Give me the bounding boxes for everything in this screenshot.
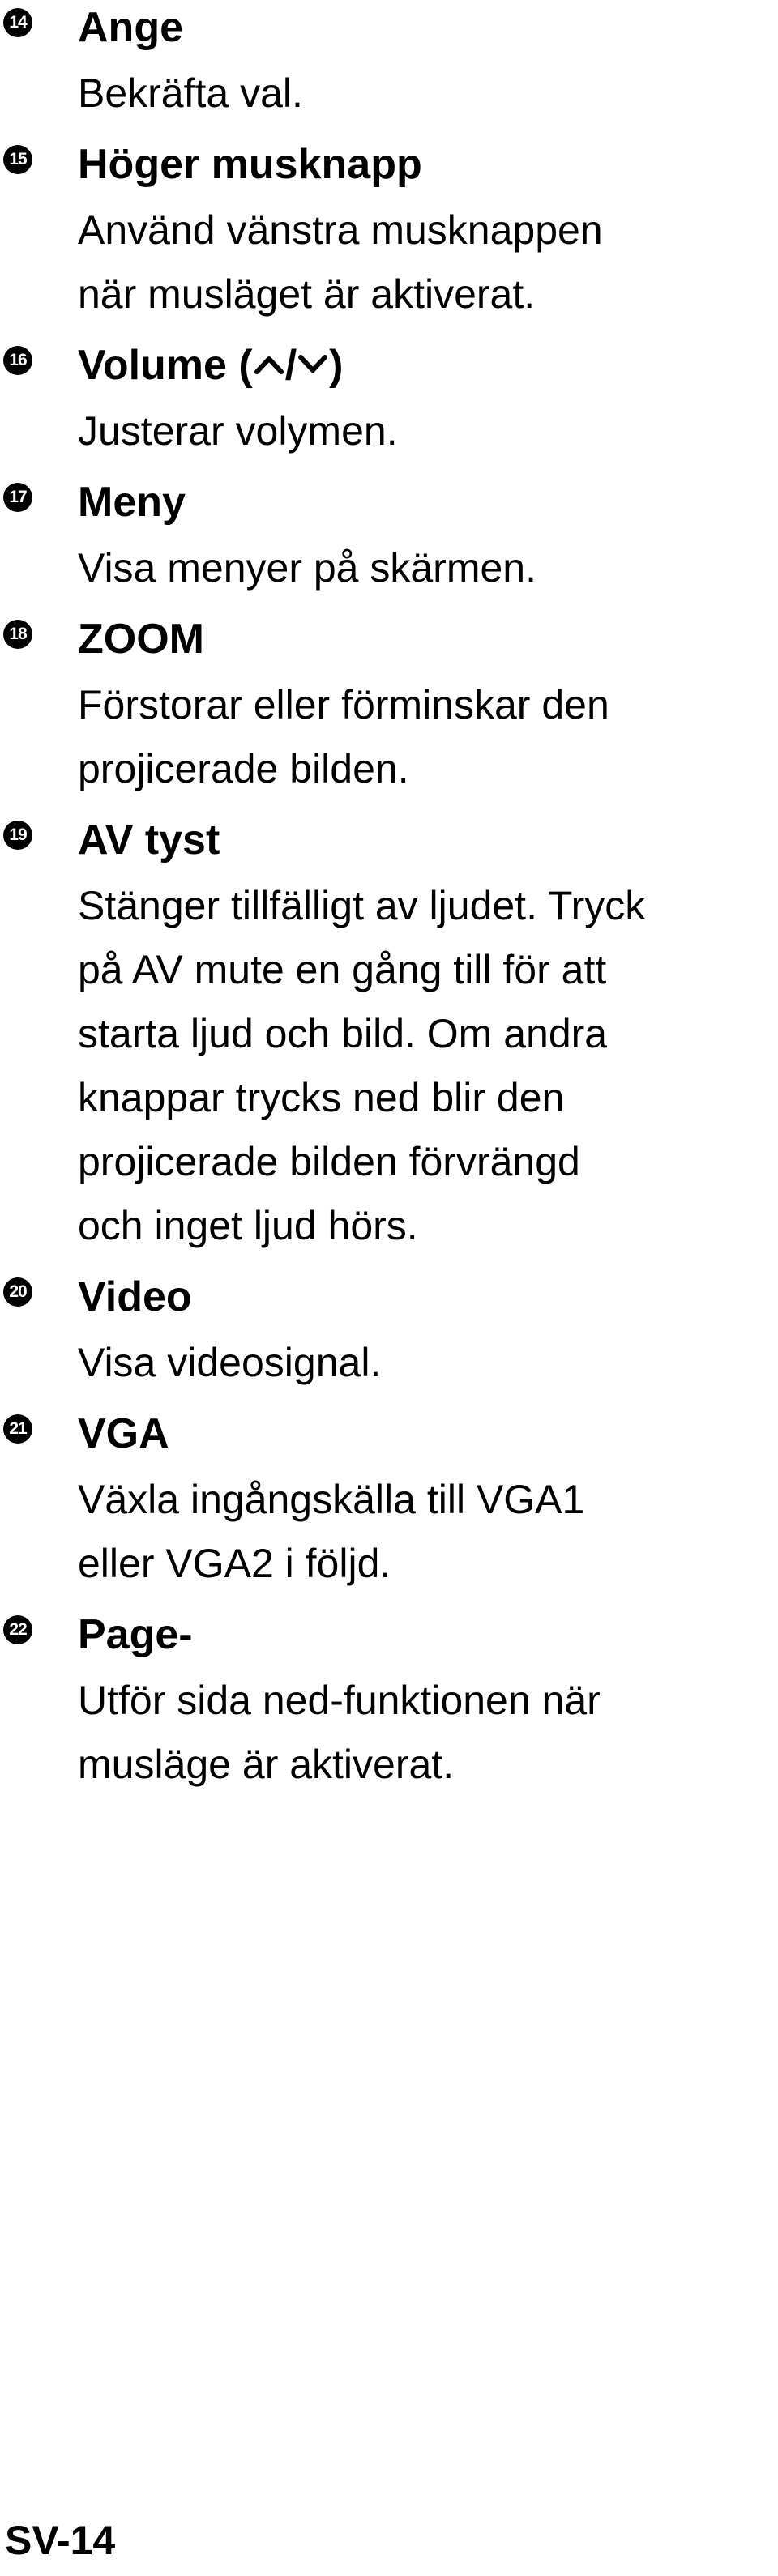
item-description [78, 62, 778, 126]
item-title: Höger musknapp [78, 141, 422, 188]
item-number-badge: 20 [3, 1277, 32, 1307]
description-line: projicerade bilden. [78, 746, 409, 791]
title-separator: / [284, 342, 297, 389]
item-title: Ange [78, 4, 183, 51]
item-description [78, 1331, 778, 1395]
item-title: Page- [78, 1611, 193, 1658]
page-number: SV-14 [5, 2518, 116, 2563]
chevron-up-icon [253, 352, 285, 377]
item-description [78, 1468, 778, 1596]
item-description [78, 198, 778, 326]
list-item [0, 1410, 778, 1596]
description-line: musläge är aktiverat. [78, 1742, 455, 1787]
description-line: projicerade bilden förvrängd [78, 1139, 580, 1184]
item-title: ZOOM [78, 616, 204, 663]
item-title: Video [78, 1273, 192, 1320]
description-line: knappar trycks ned blir den [78, 1075, 565, 1120]
item-number-badge: 21 [3, 1414, 32, 1444]
item-description [78, 673, 778, 801]
description-line: och inget ljud hörs. [78, 1203, 418, 1248]
list-item [0, 478, 778, 600]
description-line: Visa videosignal. [78, 1340, 382, 1385]
description-line: starta ljud och bild. Om andra [78, 1011, 608, 1056]
title-prefix: Volume ( [78, 342, 253, 389]
description-line: Använd vänstra musknappen [78, 207, 603, 253]
item-number-badge: 15 [3, 145, 32, 174]
description-line: Utför sida ned-funktionen när [78, 1678, 601, 1723]
description-line: eller VGA2 i följd. [78, 1541, 391, 1586]
description-line: Växla ingångskälla till VGA1 [78, 1477, 585, 1522]
item-number-badge: 19 [3, 821, 32, 850]
item-number-badge: 17 [3, 483, 32, 512]
description-line: Förstorar eller förminskar den [78, 682, 609, 727]
description-line: Visa menyer på skärmen. [78, 545, 536, 591]
item-title: AV tyst [78, 817, 220, 864]
item-description [78, 399, 778, 463]
item-description [78, 874, 778, 1258]
list-item [0, 1610, 778, 1797]
list-item [0, 615, 778, 801]
list-item [0, 341, 778, 463]
list-item [0, 1273, 778, 1395]
item-title [78, 341, 778, 390]
item-number-badge: 18 [3, 620, 32, 649]
item-description [78, 1669, 778, 1797]
item-number-badge: 16 [3, 346, 32, 375]
list-item [0, 816, 778, 1258]
item-description [78, 536, 778, 600]
item-title: VGA [78, 1410, 169, 1457]
title-suffix: ) [329, 342, 344, 389]
description-line: Justerar volymen. [78, 408, 398, 454]
item-number-badge: 14 [3, 8, 32, 37]
list-item [0, 3, 778, 126]
chevron-down-icon [297, 352, 329, 377]
description-line: Bekräfta val. [78, 70, 303, 116]
description-line: på AV mute en gång till för att [78, 947, 607, 992]
description-line: Stänger tillfälligt av ljudet. Tryck [78, 883, 646, 928]
item-number-badge: 22 [3, 1615, 32, 1644]
description-line: när musläget är aktiverat. [78, 271, 536, 317]
list-item [0, 140, 778, 326]
item-title: Meny [78, 479, 186, 526]
